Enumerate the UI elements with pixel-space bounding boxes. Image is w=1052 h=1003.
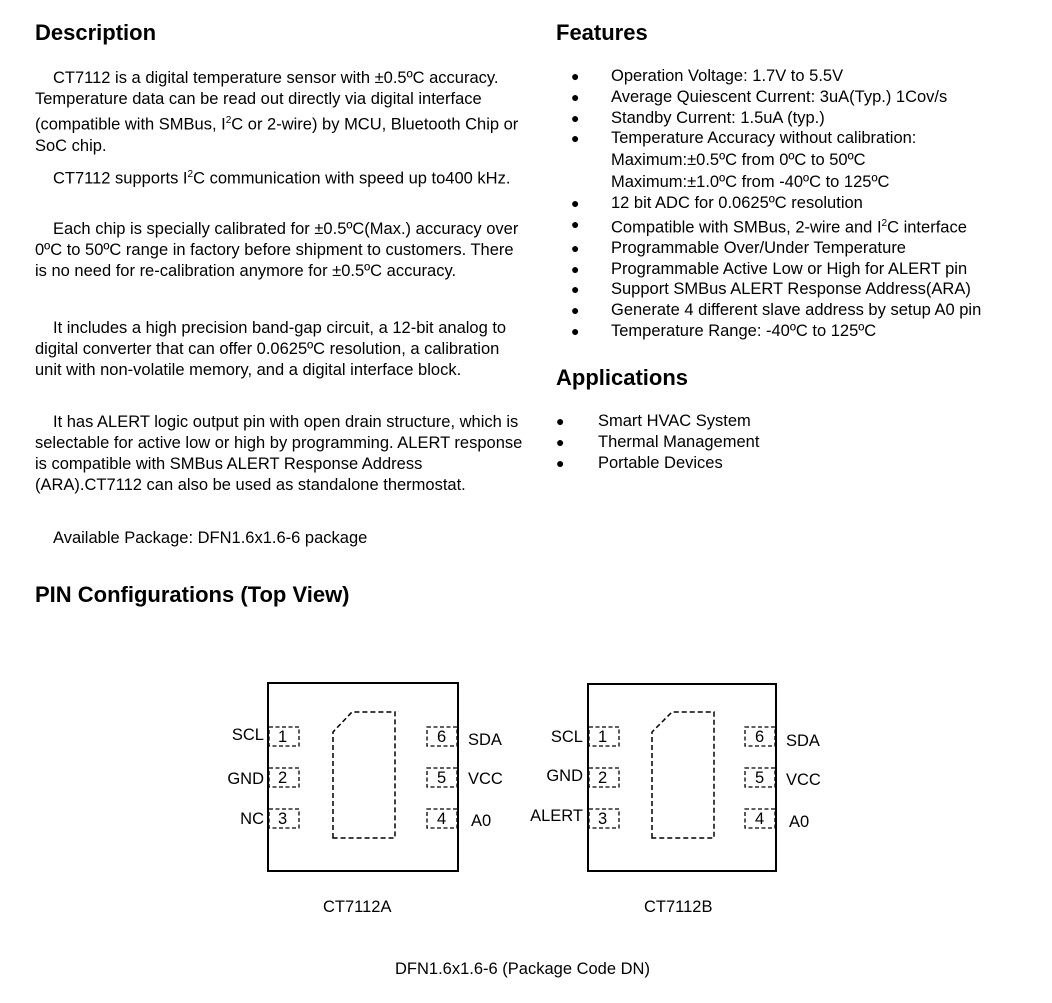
- list-item: ● Thermal Management: [556, 432, 760, 451]
- bullet-icon: ●: [571, 109, 580, 126]
- chip-b-pin4-label: A0: [789, 813, 810, 831]
- chip-b-package: [588, 684, 776, 871]
- bullet-icon: ●: [571, 88, 580, 105]
- chip-a-pin4-number: 4: [437, 810, 447, 828]
- list-item: ● Programmable Over/Under Temperature: [571, 238, 906, 257]
- chip-a-name: CT7112A: [323, 898, 392, 916]
- chip-b-pin2-number: 2: [598, 769, 608, 787]
- bullet-icon: ●: [571, 302, 580, 319]
- applications-heading: Applications: [556, 365, 689, 390]
- bullet-icon: ●: [556, 454, 565, 471]
- chip-b-pin5-label: VCC: [786, 771, 821, 789]
- features-heading: Features: [556, 20, 648, 45]
- list-item: ● 12 bit ADC for 0.0625ºC resolution: [571, 193, 863, 212]
- chip-a-pin5-number: 5: [437, 769, 447, 787]
- chip-b-pin3-label: ALERT: [530, 807, 583, 825]
- list-item: ● Support SMBus ALERT Response Address(ARA): [571, 280, 971, 299]
- chip-b-pin3-number: 3: [598, 810, 608, 828]
- chip-b-name: CT7112B: [644, 898, 713, 916]
- list-item: ● Smart HVAC System: [556, 412, 751, 430]
- chip-a-pin5-label: VCC: [468, 770, 503, 788]
- chip-a-pin3-label: NC: [240, 810, 264, 828]
- chip-b-pin1-label: SCL: [550, 728, 583, 746]
- list-item: ● Average Quiescent Current: 3uA(Typ.) 1Cov/s: [571, 87, 948, 106]
- description-paragraph-5: It has ALERT logic output pin with open drain structure, which is selectable for active low or high by programming. ALERT response is compatible with SMBus ALERT Response Address (ARA).CT7112 can also be used as standalone thermostat.: [35, 413, 523, 494]
- bullet-icon: ●: [556, 433, 565, 450]
- list-item: ● Compatible with SMBus, 2-wire and $I^2C$ interface: [571, 215, 967, 237]
- bullet-icon: ●: [571, 194, 580, 211]
- list-item: ● Temperature Range: -40ºC to 125ºC: [571, 322, 877, 341]
- chip-a-pin2-label: GND: [227, 770, 264, 788]
- bullet-icon: ●: [571, 215, 580, 232]
- bullet-icon: ●: [571, 130, 580, 147]
- description-paragraph-6: Available Package: DFN1.6x1.6-6 package: [53, 529, 368, 547]
- list-item: ● Temperature Accuracy without calibration: Maximum:±0.5ºC from 0ºC to 50ºC Maximum:±1.0ºC from -40ºC to 125ºC: [611, 128, 1041, 192]
- description-paragraph-1: CT7112 is a digital temperature sensor with ±0.5ºC accuracy. Temperature data can be read out directly via digital interface (compatible with SMBus, $I^2C$ or 2-wire) by MCU, Bluetooth Chip or SoC chip.: [35, 69, 519, 155]
- bullet-icon: ●: [556, 413, 565, 429]
- package-caption: DFN1.6x1.6-6 (Package Code DN): [395, 960, 650, 978]
- list-item: ● Generate 4 different slave address by setup A0 pin: [571, 301, 982, 320]
- chip-b-pin6-number: 6: [755, 728, 765, 746]
- description-paragraph-4: It includes a high precision band-gap circuit, a 12-bit analog to digital converter that can offer 0.0625ºC resolution, a calibration unit with non-volatile memory, and a digital interface block.: [35, 319, 507, 379]
- bullet-icon: ●: [571, 239, 580, 256]
- chip-a-pin6-number: 6: [437, 728, 447, 746]
- bullet-icon: ●: [571, 281, 580, 298]
- list-item: ● Portable Devices: [556, 453, 723, 472]
- chip-a-package: [268, 683, 458, 871]
- description-heading: Description: [35, 20, 157, 45]
- bullet-icon: ●: [571, 323, 580, 340]
- chip-a-pin4-label: A0: [471, 812, 492, 830]
- chip-b-pin6-label: SDA: [786, 732, 820, 750]
- chip-b-pin1-number: 1: [598, 728, 608, 746]
- list-item: ● Standby Current: 1.5uA (typ.): [571, 108, 825, 127]
- pin-config-heading: PIN Configurations (Top View): [35, 582, 350, 607]
- chip-b-pin5-number: 5: [755, 769, 765, 787]
- bullet-icon: ●: [571, 260, 580, 277]
- accuracy-0-50: Maximum:±0.5ºC from 0ºC to 50ºC: [611, 151, 866, 170]
- bullet-icon: ●: [571, 68, 580, 84]
- chip-a-pin3-number: 3: [278, 810, 288, 828]
- description-paragraph-3: Each chip is specially calibrated for ±0.5ºC(Max.) accuracy over 0ºC to 50ºC range in factory before shipment to customers. There is no need for re-calibration anymore for ±0.5ºC accuracy.: [35, 220, 519, 280]
- chip-b-pin2-label: GND: [546, 767, 583, 785]
- list-item: ● Operation Voltage: 1.7V to 5.5V: [571, 67, 844, 85]
- list-item: ● Programmable Active Low or High for ALERT pin: [571, 259, 968, 278]
- chip-a-pin2-number: 2: [278, 769, 288, 787]
- chip-a-pin1-number: 1: [278, 728, 288, 746]
- chip-b-pin4-number: 4: [755, 810, 765, 828]
- description-paragraph-2: CT7112 supports $I^2C$ communication with speed up to400 kHz.: [53, 169, 511, 188]
- accuracy-minus40-125: Maximum:±1.0ºC from -40ºC to 125ºC: [611, 172, 890, 191]
- chip-a-pin1-label: SCL: [231, 726, 264, 744]
- chip-a-pin6-label: SDA: [468, 731, 502, 749]
